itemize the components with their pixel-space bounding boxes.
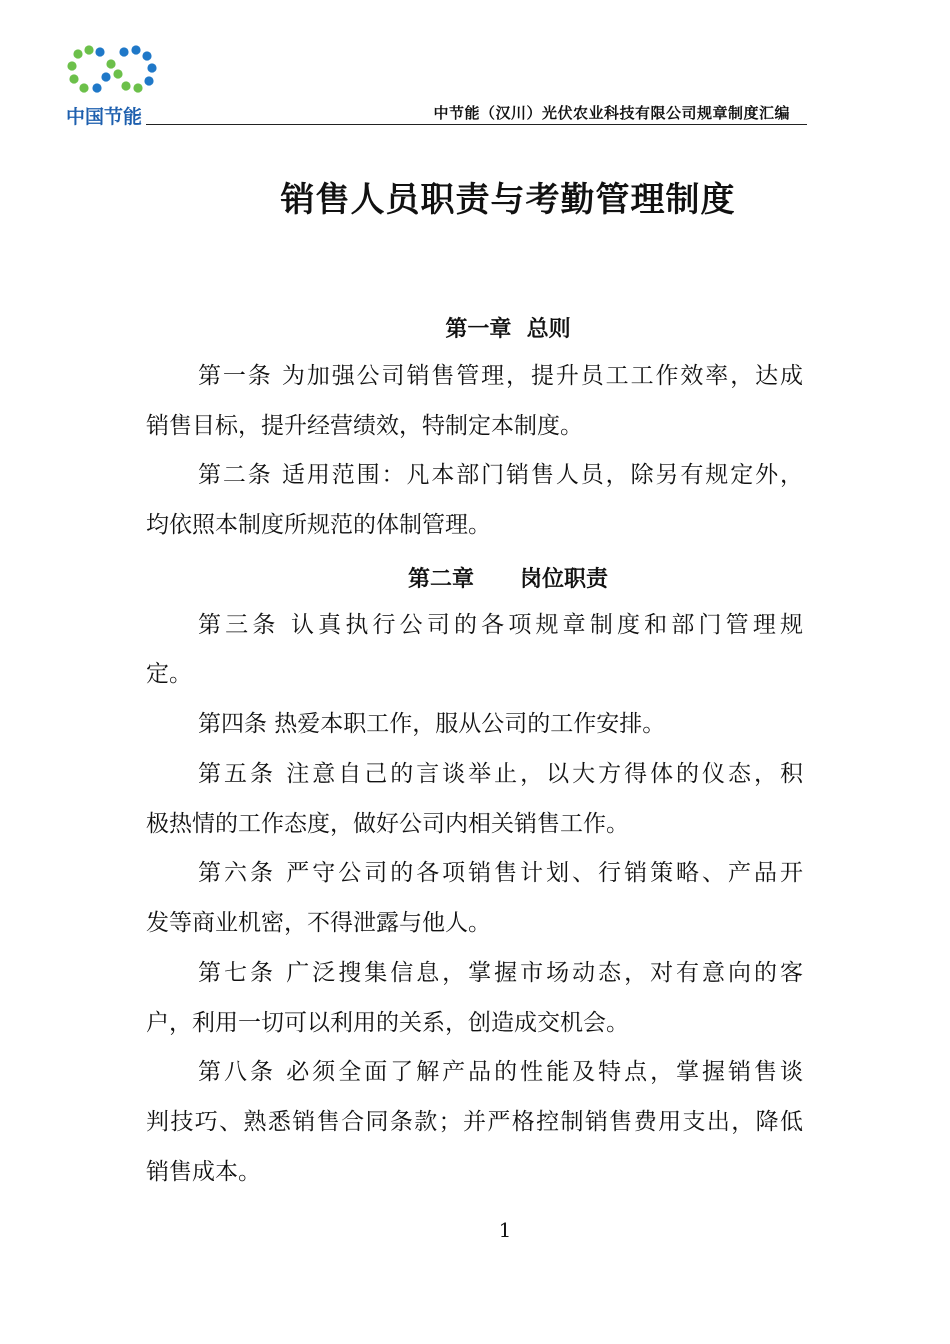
article-2-line-2: 均依照本制度所规范的体制管理。 bbox=[146, 512, 491, 538]
chapter-heading-general: 第一章 总则 bbox=[445, 316, 571, 342]
company-header-title: 中节能（汉川）光伏农业科技有限公司规章制度汇编 bbox=[433, 104, 790, 122]
company-logo bbox=[66, 44, 166, 130]
article-2-line-1: 第二条 适用范围：凡本部门销售人员，除另有规定外， bbox=[198, 462, 803, 488]
article-4-line-1: 第四条 热爱本职工作，服从公司的工作安排。 bbox=[198, 711, 666, 737]
article-7-line-2: 户，利用一切可以利用的关系，创造成交机会。 bbox=[146, 1010, 629, 1036]
article-3-line-2: 定。 bbox=[146, 661, 192, 687]
logo-text: 中国节能 bbox=[66, 106, 143, 128]
article-8-line-1: 第八条 必须全面了解产品的性能及特点，掌握销售谈 bbox=[198, 1059, 803, 1085]
article-6-line-1: 第六条 严守公司的各项销售计划、行销策略、产品开 bbox=[198, 860, 803, 886]
article-1-line-2: 销售目标，提升经营绩效，特制定本制度。 bbox=[146, 413, 583, 439]
article-6-line-2: 发等商业机密，不得泄露与他人。 bbox=[146, 910, 491, 936]
document-title: 销售人员职责与考勤管理制度 bbox=[280, 180, 736, 220]
article-8-line-3: 销售成本。 bbox=[146, 1159, 261, 1185]
article-1-line-1: 第一条 为加强公司销售管理，提升员工工作效率，达成 bbox=[198, 363, 803, 389]
logo-mark-icon bbox=[66, 44, 162, 100]
article-5-line-1: 第五条 注意自己的言谈举止，以大方得体的仪态，积 bbox=[198, 761, 803, 787]
header-divider bbox=[146, 124, 807, 125]
article-5-line-2: 极热情的工作态度，做好公司内相关销售工作。 bbox=[146, 811, 629, 837]
page-number: 1 bbox=[498, 1218, 512, 1242]
article-7-line-1: 第七条 广泛搜集信息，掌握市场动态，对有意向的客 bbox=[198, 960, 803, 986]
chapter-heading-duties: 第二章 岗位职责 bbox=[408, 566, 608, 592]
article-8-line-2: 判技巧、熟悉销售合同条款；并严格控制销售费用支出，降低 bbox=[146, 1109, 803, 1135]
article-3-line-1: 第三条 认真执行公司的各项规章制度和部门管理规 bbox=[198, 612, 803, 638]
